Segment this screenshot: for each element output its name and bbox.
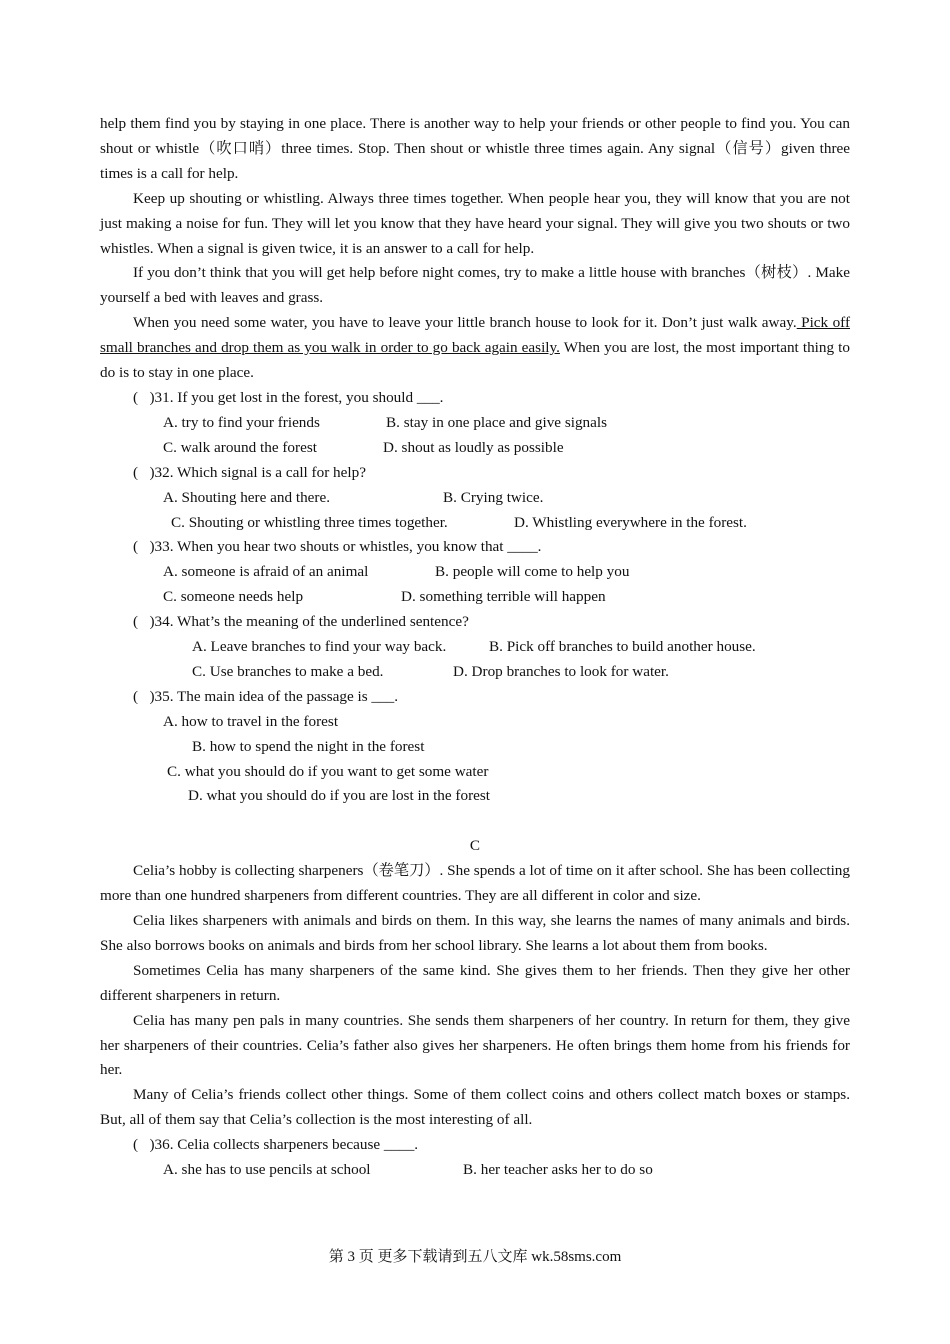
question-32-options-row-2 (100, 511, 850, 536)
q35-option-a: A. how to travel in the forest (163, 712, 339, 730)
paragraph-4-start: When you need some water, you have to leave your little branch house to look for it. Don’t just walk away. (133, 314, 797, 332)
passage-c-paragraph-5: Many of Celia’s friends collect other things. Some of them collect coins and others collect match boxes or stamps. But, all of them say that Celia’s collection is the most interesting of all. (100, 1086, 850, 1129)
passage-c-paragraph-3: Sometimes Celia has many sharpeners of the same kind. She gives them to her friends. Then they give her other different sharpeners in return. (100, 961, 850, 1004)
q31-option-b: B. stay in one place and give signals (386, 413, 608, 431)
passage-c-paragraph-2: Celia likes sharpeners with animals and birds on them. In this way, she learns the names of many animals and birds. She also borrows books on animals and birds from her school library. She learns a lot about them from books. (100, 911, 850, 954)
q32-option-a: A. Shouting here and there. (163, 488, 331, 506)
q31-option-a: A. try to find your friends (163, 413, 320, 431)
q35-option-c-row (100, 760, 850, 785)
passage-b-paragraph-1: help them find you by staying in one place. There is another way to help your friends or other people to find you. You can shout or whistle（吹口哨）three times. Stop. Then shout or whistle three times again. Any signal（信号）given three times is a call for help. (100, 115, 850, 182)
q35-option-c: C. what you should do if you want to get some water (167, 762, 489, 780)
q35-option-a-row (100, 710, 850, 735)
q31-option-c: C. walk around the forest (163, 438, 317, 456)
passage-b-paragraph-3: If you don’t think that you will get help before night comes, try to make a little house with branches（树枝）. Make yourself a bed with leaves and grass. (100, 264, 850, 307)
q36-option-a: A. she has to use pencils at school (163, 1161, 371, 1179)
passage-b-paragraph-4 (100, 311, 850, 386)
q33-option-b: B. people will come to help you (435, 563, 630, 581)
question-34-stem: ( )34. What’s the meaning of the underlined sentence? (133, 613, 469, 631)
question-34-options-row-2 (100, 660, 850, 685)
q34-option-a: A. Leave branches to find your way back. (192, 638, 447, 656)
question-33-stem: ( )33. When you hear two shouts or whistles, you know that ____. (133, 538, 542, 556)
q34-option-b: B. Pick off branches to build another house. (489, 638, 756, 656)
question-32-options-row-1 (100, 486, 850, 511)
underlined-sentence: Pick off small branches and drop them as you walk in order to go back again easily. (100, 314, 851, 357)
question-35-stem: ( )35. The main idea of the passage is ___. (133, 687, 399, 705)
q34-option-d: D. Drop branches to look for water. (453, 662, 669, 680)
q35-option-b: B. how to spend the night in the forest (192, 737, 425, 755)
spacer (100, 809, 850, 834)
paragraph-4-end: When you are lost, the most important thing to do is to stay in one place. (100, 339, 850, 382)
passage-c-heading: C (469, 837, 481, 855)
q35-option-b-row (100, 735, 850, 760)
question-31-stem: ( )31. If you get lost in the forest, you should ___. (133, 388, 444, 406)
question-31-options-row-1 (100, 411, 850, 436)
passage-b-paragraph-2: Keep up shouting or whistling. Always three times together. When people hear you, they will know that you are not just making a noise for fun. They will let you know that they have heard your signal. They will give you two shouts or two whistles. When a signal is given twice, it is an answer to a call for help. (100, 189, 850, 257)
q35-option-d-row (100, 784, 850, 809)
question-36-options-row-1 (100, 1158, 850, 1183)
passage-c-paragraph-4: Celia has many pen pals in many countries. She sends them sharpeners of her country. In return for them, they give her sharpeners of their countries. Celia’s father also gives her sharpeners. He often brings them home from his friends for her. (100, 1011, 850, 1079)
document-page (100, 112, 850, 1183)
q35-option-d: D. what you should do if you are lost in the forest (188, 787, 491, 805)
question-32-stem: ( )32. Which signal is a call for help? (133, 463, 366, 481)
q33-option-d: D. something terrible will happen (401, 588, 606, 606)
question-36-stem: ( )36. Celia collects sharpeners because ____. (133, 1136, 419, 1154)
question-33-options-row-2 (100, 585, 850, 610)
q33-option-a: A. someone is afraid of an animal (163, 563, 369, 581)
q34-option-c: C. Use branches to make a bed. (192, 662, 384, 680)
passage-c-paragraph-1: Celia’s hobby is collecting sharpeners（卷笔刀）. She spends a lot of time on it after school. She has been collecting more than one hundred sharpeners from different countries. They are all different in color and size. (100, 862, 850, 905)
q31-option-d: D. shout as loudly as possible (383, 438, 564, 456)
question-33-options-row-1 (100, 560, 850, 585)
q32-option-d: D. Whistling everywhere in the forest. (514, 513, 747, 531)
q32-option-c: C. Shouting or whistling three times together. (171, 513, 448, 531)
question-34-options-row-1 (100, 635, 850, 660)
q36-option-b: B. her teacher asks her to do so (463, 1161, 653, 1179)
q33-option-c: C. someone needs help (163, 588, 304, 606)
page-footer: 第 3 页 更多下载请到五八文库 wk.58sms.com (328, 1249, 622, 1265)
question-31-options-row-2 (100, 436, 850, 461)
q32-option-b: B. Crying twice. (443, 488, 544, 506)
